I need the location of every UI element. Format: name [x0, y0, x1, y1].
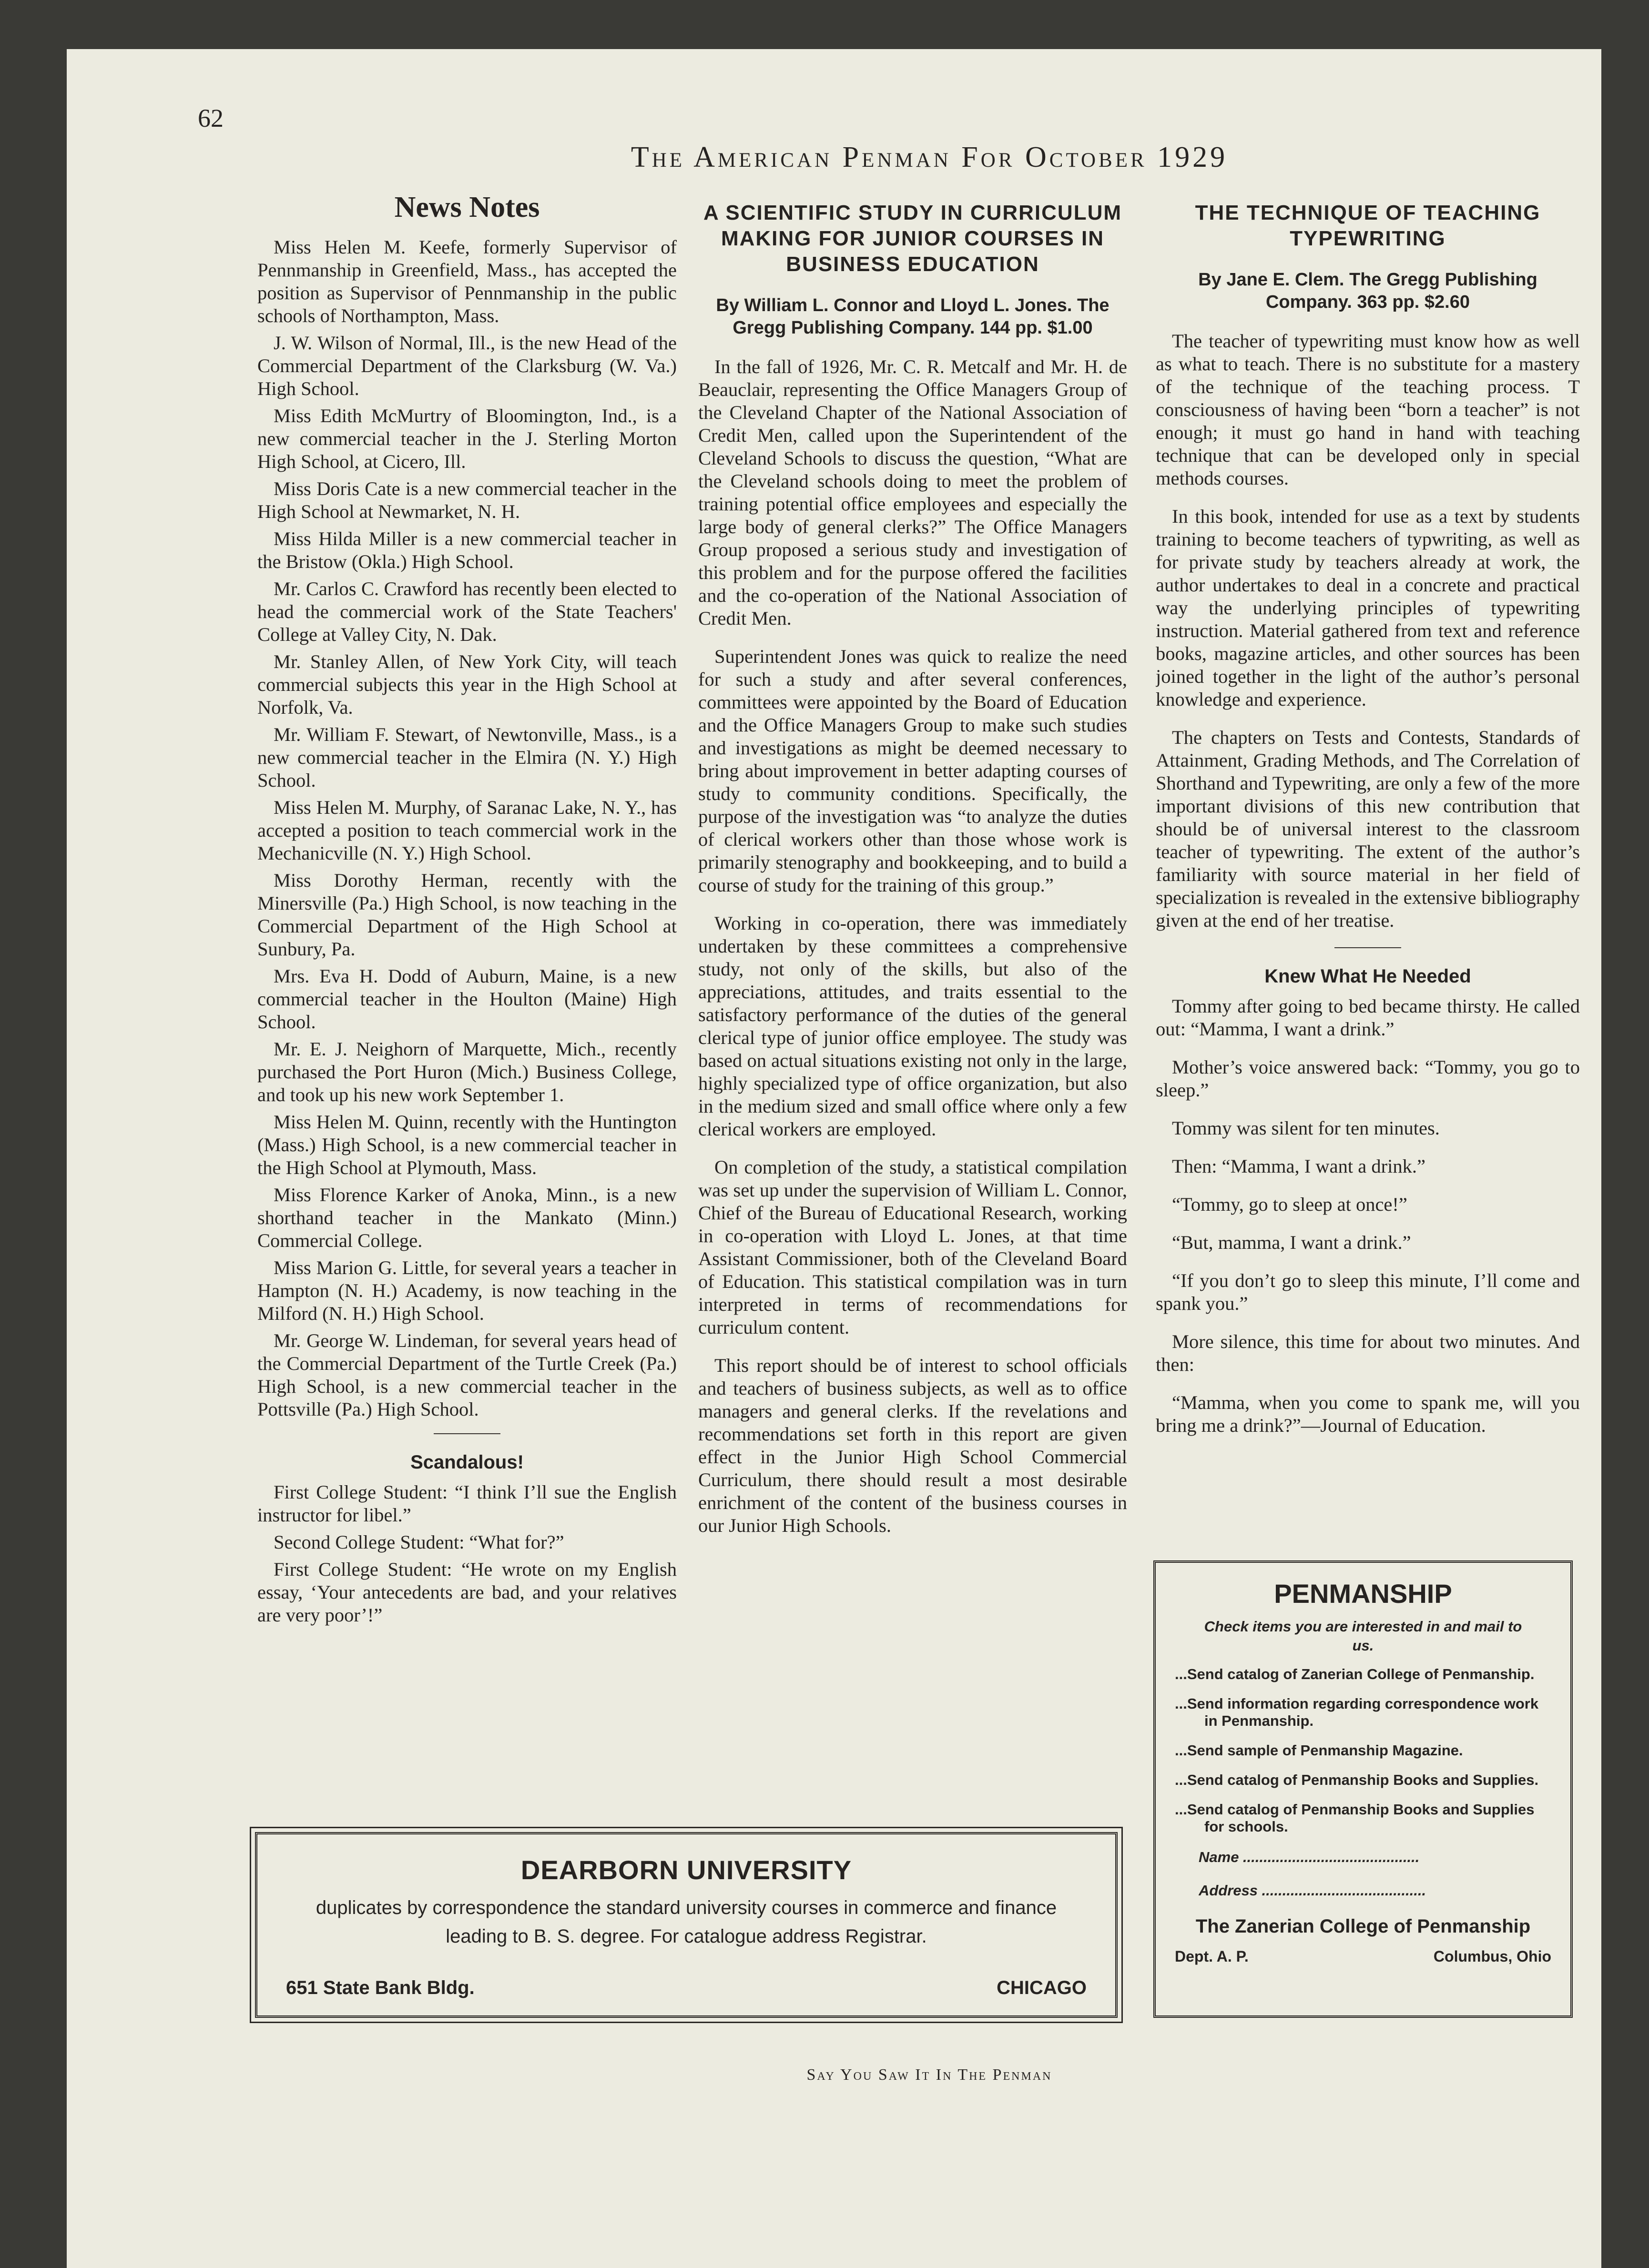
joke-line: Tommy after going to bed became thirsty. He called out: “Mamma, I want a drink.”	[1156, 995, 1580, 1040]
news-item: Miss Marion G. Little, for several years a teacher in Hampton (N. H.) Academy, is now teaching in the Milford (N. H.) High School.	[257, 1257, 677, 1324]
checklist-item[interactable]: ...Send catalog of Zanerian College of Penmanship.	[1175, 1666, 1535, 1682]
joke-line: First College Student: “I think I’ll sue the English instructor for libel.”	[257, 1481, 677, 1526]
news-item: Miss Edith McMurtry of Bloomington, Ind., is a new commercial teacher in the J. Sterling Morton High School, at Cicero, Ill.	[257, 405, 677, 472]
news-item: Miss Dorothy Herman, recently with the Minersville (Pa.) High School, is now teaching in the Commercial Department of the High School at Sunbury, Pa.	[257, 870, 677, 960]
checklist-item[interactable]: ...Send information regarding correspondence work in Penmanship.	[1175, 1695, 1539, 1729]
running-head: The American Penman For October 1929	[631, 141, 1228, 173]
joke-line: Second College Student: “What for?”	[274, 1531, 564, 1553]
news-item: Miss Helen M. Quinn, recently with the Huntington (Mass.) High School, is a new commercial teacher in the High School at Plymouth, Mass.	[257, 1111, 677, 1178]
typewriting-column	[1156, 200, 1580, 1563]
article-byline: By William L. Connor and Lloyd L. Jones. The Gregg Publishing Company. 144 pp. $1.00	[716, 295, 1110, 338]
penmanship-ad	[1153, 1560, 1573, 2018]
news-item: Mr. Stanley Allen, of New York City, will teach commercial subjects this year in the High School at Norfolk, Va.	[257, 651, 677, 718]
joke-line: First College Student: “He wrote on my English essay, ‘Your antecedents are bad, and your relatives are very poor’!”	[257, 1559, 677, 1626]
penmanship-city: Columbus, Ohio	[1433, 1948, 1551, 1965]
news-item: Mr. George W. Lindeman, for several years head of the Commercial Department of the Turtle Creek (Pa.) High School, is a new commercial teacher in the Pottsville (Pa.) High School.	[257, 1330, 677, 1420]
address-field[interactable]: Address ........................................	[1199, 1882, 1426, 1899]
news-notes-title: News Notes	[394, 191, 540, 223]
article-paragraph: This report should be of interest to school officials and teachers of business subjects, as well as to office managers and general clerks. If the revelations and recommendations set forth in this report are given effect in the Junior High School Commercial Curriculum, there should result a most desirable enrichment of the content of the business courses in our Junior High Schools.	[698, 1355, 1127, 1536]
article-paragraph: The teacher of typewriting must know how as well as what to teach. There is no substitute for a mastery of the technique of the teaching process. T consciousness of having been “born a teacher” is not enough; it must go hand in hand with teaching technique that can be developed only in special methods courses.	[1156, 330, 1580, 489]
divider	[1334, 947, 1401, 948]
joke-line: “But, mamma, I want a drink.”	[1172, 1232, 1411, 1253]
name-field[interactable]: Name ...........................................	[1199, 1849, 1420, 1865]
dearborn-ad	[255, 1832, 1118, 2018]
checklist-item[interactable]: ...Send sample of Penmanship Magazine.	[1175, 1742, 1463, 1759]
article-paragraph: In this book, intended for use as a text by students training to become teachers of typwriting, as well as for private study by teachers already at work, the author undertakes to deal in a concrete and practical way the underlying principles of typewriting instruction. Material gathered from text and reference books, magazine articles, and other sources has been joined together in the light of the author’s personal knowledge and experience.	[1156, 506, 1580, 710]
joke-line: Mother’s voice answered back: “Tommy, you go to sleep.”	[1156, 1056, 1580, 1101]
news-item: Mr. E. J. Neighorn of Marquette, Mich., recently purchased the Port Huron (Mich.) Business College, and took up his new work September 1.	[257, 1038, 677, 1105]
dearborn-city: CHICAGO	[997, 1977, 1087, 1998]
news-item: Miss Hilda Miller is a new commercial teacher in the Bristow (Okla.) High School.	[257, 528, 677, 572]
page-number: 62	[198, 104, 224, 132]
news-item: J. W. Wilson of Normal, Ill., is the new Head of the Commercial Department of the Clarksburg (W. Va.) High School.	[257, 332, 677, 399]
joke-line: “If you don’t go to sleep this minute, I’ll come and spank you.”	[1156, 1270, 1580, 1314]
news-item: Miss Doris Cate is a new commercial teacher in the High School at Newmarket, N. H.	[257, 478, 677, 522]
joke-line: “Mamma, when you come to spank me, will you bring me a drink?”—Journal of Education.	[1156, 1392, 1580, 1436]
news-item: Miss Helen M. Murphy, of Saranac Lake, N. Y., has accepted a position to teach commercial work in the Mechanicville (N. Y.) High School.	[257, 797, 677, 864]
college-name: The Zanerian College of Penmanship	[1195, 1916, 1531, 1937]
joke-line: “Tommy, go to sleep at once!”	[1172, 1194, 1407, 1215]
news-item: Mrs. Eva H. Dodd of Auburn, Maine, is a new commercial teacher in the Houlton (Maine) High School.	[257, 965, 677, 1033]
checklist-item[interactable]: ...Send catalog of Penmanship Books and Supplies.	[1175, 1772, 1539, 1788]
scientific-study-column	[698, 200, 1127, 1806]
article-paragraph: In the fall of 1926, Mr. C. R. Metcalf and Mr. H. de Beauclair, representing the Office Managers Group of the Cleveland Chapter of the National Association of Credit Men, called upon the Superintendent of the Cleveland Schools to discuss the question, “What are the Cleveland schools doing to meet the problem of training potential office employees and especially the large body of general clerks?” The Office Managers Group proposed a serious study and investigation of this problem and for the purpose offered the facilities and the co-operation of the National Association of Credit Men.	[698, 356, 1127, 629]
dearborn-footer	[286, 1974, 1087, 2002]
scandalous-title: Scandalous!	[410, 1452, 524, 1473]
joke-line: More silence, this time for about two minutes. And then:	[1156, 1331, 1580, 1375]
page-footer: Say You Saw It In The Penman	[806, 2066, 1052, 2084]
dearborn-address: 651 State Bank Bldg.	[286, 1977, 475, 1998]
article-paragraph: The chapters on Tests and Contests, Standards of Attainment, Grading Methods, and The Correlation of Shorthand and Typewriting, are only a few of the more important divisions of this new contribution that should be of universal interest to the classroom teacher of typewriting. The extent of the author’s familiarity with source material in her field of specialization is revealed in the extensive bibliography given at the end of her treatise.	[1156, 727, 1580, 931]
news-item: Miss Florence Karker of Anoka, Minn., is a new shorthand teacher in the Mankato (Minn.) Commercial College.	[257, 1184, 677, 1251]
news-item: Miss Helen M. Keefe, formerly Supervisor of Pennmanship in Greenfield, Mass., has accepted the position as Supervisor of Pennmanship in the public schools of Northampton, Mass.	[257, 236, 677, 326]
news-item: Mr. Carlos C. Crawford has recently been elected to head the commercial work of the State Teachers' College at Valley City, N. Dak.	[257, 578, 677, 645]
penmanship-title: PENMANSHIP	[1274, 1579, 1452, 1609]
divider	[434, 1433, 500, 1434]
joke-line: Tommy was silent for ten minutes.	[1172, 1117, 1440, 1139]
article-paragraph: On completion of the study, a statistical compilation was set up under the supervision of William L. Connor, Chief of the Bureau of Educational Research, working in co-operation with Lloyd L. Jones, at that time Assistant Commissioner, both of the Cleveland Board of Education. This statistical compilation was in turn interpreted in terms of recommendations for curriculum content.	[698, 1156, 1127, 1338]
penmanship-instruction: Check items you are interested in and mail to us.	[1204, 1618, 1522, 1654]
article-paragraph: Working in co-operation, there was immediately undertaken by these committees a comprehensive study, not only of the skills, but also of the appreciations, attitudes, and traits essential to the satisfactory performance of the duties of the general clerical type of junior office employee. The study was based on actual situations existing not only in the large, highly specialized type of office organization, but also in the medium sized and small office where only a few clerical workers are employed.	[698, 912, 1127, 1140]
dearborn-title: DEARBORN UNIVERSITY	[520, 1855, 852, 1885]
checklist-item[interactable]: ...Send catalog of Penmanship Books and Supplies for schools.	[1175, 1801, 1535, 1835]
news-notes-column	[257, 188, 677, 1718]
joke-line: Then: “Mamma, I want a drink.”	[1172, 1155, 1425, 1177]
knew-what-title: Knew What He Needed	[1264, 966, 1471, 987]
penmanship-dept: Dept. A. P.	[1175, 1948, 1249, 1965]
article-byline: By Jane E. Clem. The Gregg Publishing Company. 363 pp. $2.60	[1198, 270, 1537, 312]
article-paragraph: Superintendent Jones was quick to realize the need for such a study and after several conferences, committees were appointed by the Board of Education and the Office Managers Group to make such studies and investigations as might be deemed necessary to bring about improvement in better adapting courses of study to community conditions. Specifically, the purpose of the investigation was “to analyze the duties of clerical workers other than those whose work is primarily stenography and bookkeeping, and to build a course of study for the training of this group.”	[698, 646, 1127, 896]
news-item: Mr. William F. Stewart, of Newtonville, Mass., is a new commercial teacher in the Elmira (N. Y.) High School.	[257, 724, 677, 791]
article-title: A SCIENTIFIC STUDY IN CURRICULUM MAKING FOR JUNIOR COURSES IN BUSINESS EDUCATION	[703, 201, 1122, 276]
dearborn-body: duplicates by correspondence the standard university courses in commerce and finance leading to B. S. degree. For catalogue address Registrar.	[316, 1897, 1057, 1947]
article-title: THE TECHNIQUE OF TEACHING TYPEWRITING	[1195, 201, 1541, 250]
penmanship-footer	[1175, 1948, 1551, 1965]
